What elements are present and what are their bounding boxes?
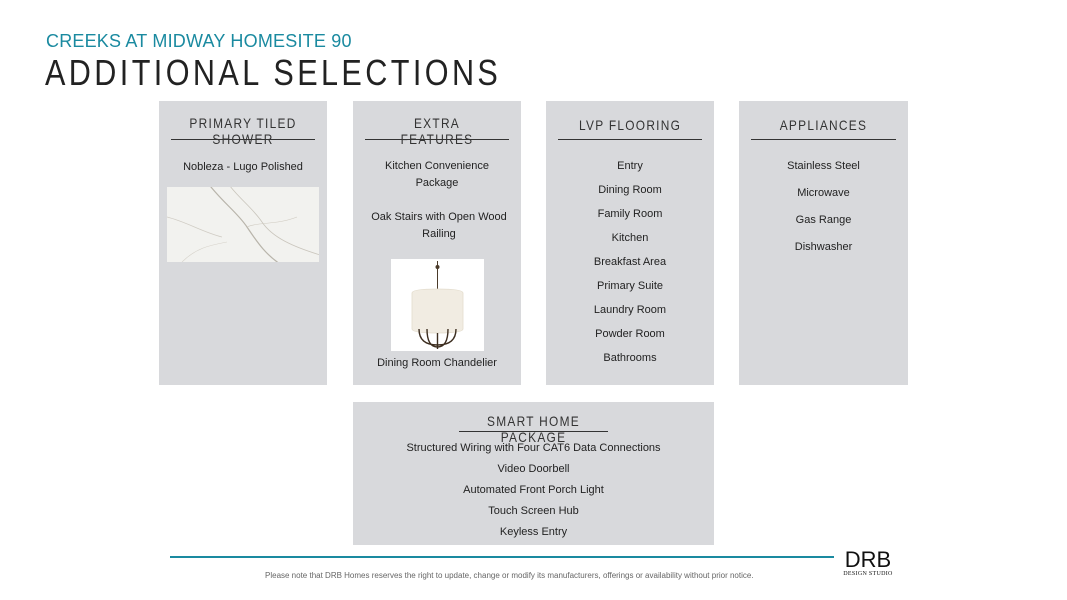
selection-item: Family Room — [597, 208, 663, 220]
selection-item: Powder Room — [595, 328, 665, 340]
selection-item: Kitchen Convenience Package — [385, 160, 489, 189]
selection-item: Breakfast Area — [593, 256, 667, 268]
selection-item: Bathrooms — [603, 352, 657, 364]
selection-item: Dining Room — [598, 184, 662, 196]
selection-item: Touch Screen Hub — [488, 505, 579, 517]
selection-item: Video Doorbell — [497, 463, 570, 475]
page-subtitle: CREEKS AT MIDWAY HOMESITE 90 — [46, 31, 352, 51]
card-primary-tiled-shower — [159, 101, 327, 385]
card-heading: LVP FLOORING — [558, 115, 702, 140]
card-lvp-flooring — [546, 101, 714, 385]
drb-design-studio-logo — [840, 549, 896, 581]
selection-item: Structured Wiring with Four CAT6 Data Connections — [406, 442, 661, 454]
selection-item: Primary Suite — [596, 280, 664, 292]
card-heading: EXTRA FEATURES — [365, 115, 509, 140]
logo-subtitle: DESIGN STUDIO — [843, 571, 893, 577]
selection-item: Oak Stairs with Open Wood Railing — [371, 211, 507, 240]
selection-item: Automated Front Porch Light — [463, 484, 604, 496]
marble-tile-image — [167, 187, 319, 262]
card-heading: PRIMARY TILED SHOWER — [171, 115, 315, 140]
selection-item: Laundry Room — [593, 304, 667, 316]
logo-mark: DRB — [844, 547, 892, 572]
selection-item: Dishwasher — [794, 241, 853, 253]
footer-disclaimer: Please note that DRB Homes reserves the right to update, change or modify its manufacturers, offerings or availability without prior notice. — [265, 571, 754, 580]
card-extra-features — [353, 101, 521, 385]
selection-item: Stainless Steel — [787, 160, 860, 172]
selection-item: Kitchen — [611, 232, 649, 244]
page-title: ADDITIONAL SELECTIONS — [45, 52, 502, 93]
card-appliances — [739, 101, 908, 385]
selection-item: Gas Range — [795, 214, 852, 226]
card-heading: SMART HOME PACKAGE — [459, 413, 608, 432]
selection-item: Microwave — [797, 187, 850, 199]
selection-item: Nobleza - Lugo Polished — [183, 161, 303, 173]
selection-item: Keyless Entry — [499, 526, 568, 538]
card-smart-home-package — [353, 402, 714, 545]
footer-divider — [170, 556, 834, 558]
card-heading: APPLIANCES — [751, 115, 896, 140]
selection-item: Entry — [617, 160, 643, 172]
chandelier-image — [391, 259, 484, 351]
selection-item: Dining Room Chandelier — [377, 357, 497, 369]
